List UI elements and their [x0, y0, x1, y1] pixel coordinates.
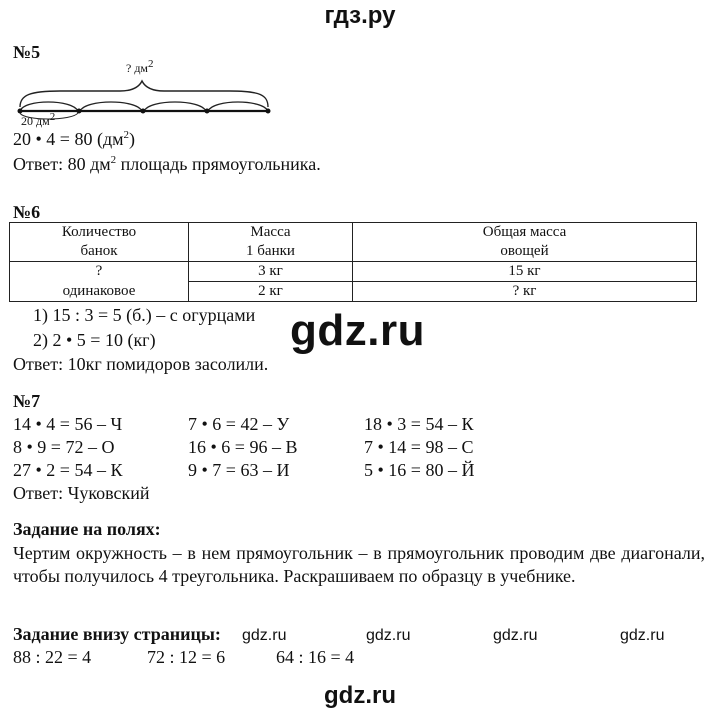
table-cell: 15 кг: [353, 262, 697, 282]
table-header-cell: Общая масса овощей: [353, 223, 697, 262]
watermark-bottom: gdz.ru: [324, 682, 396, 709]
bottom-task-item: 88 : 22 = 4: [13, 647, 92, 667]
watermark-small: gdz.ru: [620, 627, 665, 644]
diagram-bottom-label: 20 $дм^2$: [21, 111, 56, 128]
arc-3: [144, 102, 206, 111]
table-cell: ? кг: [353, 282, 697, 302]
ex6-step-2: 2) 2 • 5 = 10 (кг): [33, 330, 156, 350]
table-row: [10, 282, 697, 302]
watermark-small: gdz.ru: [366, 627, 411, 644]
ex7-item: 7 • 6 = 42 – У: [188, 414, 290, 434]
ex5-answer: Ответ: 80 $дм^2$ площадь прямоугольника.: [13, 154, 321, 174]
bottom-task-heading: Задание внизу страницы:: [13, 624, 221, 644]
ex7-item: 9 • 7 = 63 – И: [188, 460, 290, 480]
bottom-task-item: 64 : 16 = 4: [276, 647, 355, 667]
ex7-item: 16 • 6 = 96 – В: [188, 437, 298, 457]
ex6-heading: №6: [13, 202, 41, 222]
arc-1: [20, 102, 78, 111]
watermark-small: gdz.ru: [493, 627, 538, 644]
table-header-cell: Масса 1 банки: [189, 223, 353, 262]
ex6-table: [9, 222, 697, 302]
table-row: [10, 262, 697, 282]
table-cell: ?: [10, 262, 189, 282]
table-cell: одинаковое: [10, 282, 189, 302]
table-cell: 2 кг: [189, 282, 353, 302]
ex7-heading: №7: [13, 391, 41, 411]
ex7-item: 14 • 4 = 56 – Ч: [13, 414, 123, 434]
ex7-item: 5 • 16 = 80 – Й: [364, 460, 475, 480]
top-brace: [20, 81, 268, 107]
ex5-heading: №5: [13, 42, 41, 62]
table-header-cell: Количество банок: [10, 223, 189, 262]
diagram-top-label: ? $дм^2$: [126, 58, 154, 75]
margin-task-heading: Задание на полях:: [13, 519, 161, 539]
watermark-large: gdz.ru: [290, 306, 425, 355]
ex6-step-1: 1) 15 : 3 = 5 (б.) – с огурцами: [33, 305, 256, 325]
table-cell: 3 кг: [189, 262, 353, 282]
ex7-answer: Ответ: Чуковский: [13, 483, 150, 503]
ex7-item: 7 • 14 = 98 – С: [364, 437, 474, 457]
arc-2: [80, 102, 142, 111]
table-header-row: [10, 223, 697, 262]
ex7-item: 27 • 2 = 54 – К: [13, 460, 123, 480]
ex5-calculation: 20 • 4 = 80 $(дм^2)$: [13, 129, 135, 149]
watermark-small: gdz.ru: [242, 627, 287, 644]
ex7-item: 8 • 9 = 72 – О: [13, 437, 115, 457]
ex7-item: 18 • 3 = 54 – К: [364, 414, 474, 434]
arc-4: [208, 102, 268, 111]
site-title: гдз.ру: [324, 2, 396, 29]
bottom-task-item: 72 : 12 = 6: [147, 647, 226, 667]
ex6-answer: Ответ: 10кг помидоров засолили.: [13, 354, 269, 374]
margin-task-text: Чертим окружность – в нем прямоугольник – в прямоугольник проводим две диагонали, чтобы получилось 4 треугольника. Раскрашиваем по образцу в учебнике.: [13, 543, 705, 586]
